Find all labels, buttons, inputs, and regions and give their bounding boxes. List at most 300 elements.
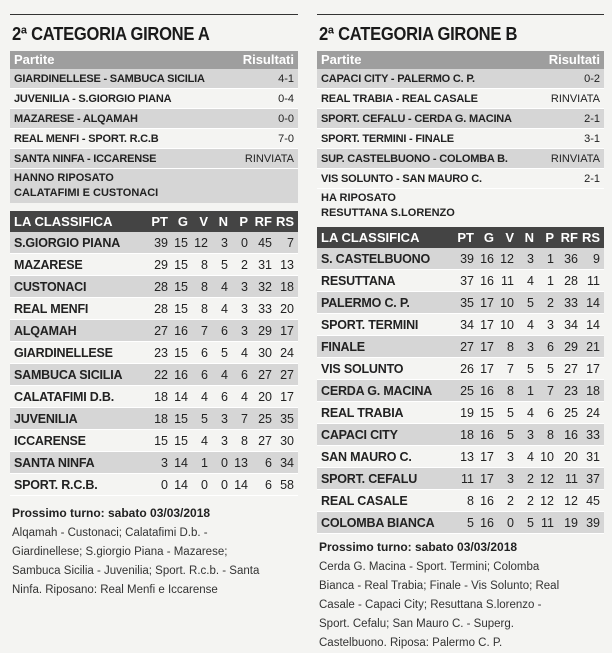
- col-rs: RS: [581, 230, 600, 245]
- lost: 2: [547, 295, 554, 310]
- won: 8: [201, 279, 208, 294]
- goals-against: 37: [586, 471, 600, 486]
- next-round-title: Prossimo turno: sabato 03/03/2018: [319, 540, 518, 554]
- points: 28: [154, 301, 168, 316]
- standings-title: LA CLASSIFICA: [321, 230, 420, 245]
- next-round-line: Bianca - Real Trabia; Finale - Vis Solunto; Real: [319, 580, 560, 592]
- goals-against: 21: [586, 339, 600, 354]
- goals-against: 27: [280, 367, 294, 382]
- standings-rows: [317, 248, 604, 534]
- lost: 4: [241, 389, 248, 404]
- points: 18: [460, 427, 474, 442]
- played: 15: [174, 433, 188, 448]
- match-label: MAZARESE - ALQAMAH: [14, 112, 138, 125]
- won: 6: [201, 367, 208, 382]
- goals-against: 18: [586, 383, 600, 398]
- points: 0: [161, 477, 168, 492]
- goals-for: 19: [564, 515, 578, 530]
- standings-row: [317, 314, 604, 336]
- group-b-results: [317, 51, 604, 223]
- lost: 11: [541, 515, 554, 530]
- played: 17: [480, 317, 494, 332]
- group-b-standings: [317, 227, 604, 534]
- drawn: 5: [221, 257, 228, 272]
- goals-for: 23: [564, 383, 578, 398]
- team-name: VIS SOLUNTO: [321, 361, 404, 376]
- won: 6: [201, 345, 208, 360]
- played: 15: [174, 235, 188, 250]
- goals-against: 14: [586, 295, 600, 310]
- results-list: [10, 69, 298, 169]
- goals-for: 29: [258, 323, 272, 338]
- col-n: N: [524, 230, 534, 245]
- standings-row: [10, 452, 298, 474]
- played: 16: [480, 273, 494, 288]
- drawn: 5: [527, 361, 534, 376]
- lost: 2: [241, 257, 248, 272]
- col-pt: PT: [151, 214, 168, 229]
- match-result: 2-1: [584, 112, 600, 125]
- points: 23: [154, 345, 168, 360]
- goals-against: 9: [593, 251, 600, 266]
- drawn: 2: [527, 493, 534, 508]
- lost: 1: [547, 273, 554, 288]
- team-name: CUSTONACI: [14, 279, 87, 294]
- match-label: GIARDINELLESE - SAMBUCA SICILIA: [14, 72, 205, 85]
- rest-note-line: HA RIPOSATO: [321, 192, 396, 204]
- rest-note: [317, 189, 604, 223]
- played: 15: [480, 405, 494, 420]
- goals-against: 30: [280, 433, 294, 448]
- won: 7: [507, 361, 514, 376]
- goals-against: 17: [280, 389, 294, 404]
- standings-row: [317, 402, 604, 424]
- drawn: 2: [527, 471, 534, 486]
- goals-against: 24: [280, 345, 294, 360]
- drawn: 5: [221, 345, 228, 360]
- won: 2: [507, 493, 514, 508]
- won: 0: [507, 515, 514, 530]
- team-name: SAN MAURO C.: [321, 449, 412, 464]
- results-header-label: Risultati: [548, 52, 600, 67]
- won: 10: [500, 317, 514, 332]
- drawn: 3: [527, 339, 534, 354]
- goals-for: 29: [564, 339, 578, 354]
- goals-against: 14: [586, 317, 600, 332]
- match-label: REAL TRABIA - REAL CASALE: [321, 92, 478, 105]
- next-round-title: Prossimo turno: sabato 03/03/2018: [12, 506, 211, 520]
- result-row: [317, 109, 604, 129]
- standings-row: [10, 430, 298, 452]
- goals-against: 24: [586, 405, 600, 420]
- points: 35: [460, 295, 474, 310]
- lost: 6: [547, 339, 554, 354]
- lost: 12: [540, 471, 554, 486]
- goals-against: 31: [586, 449, 600, 464]
- standings-row: [317, 424, 604, 446]
- next-round-fixtures: [12, 524, 298, 600]
- points: 19: [460, 405, 474, 420]
- team-name: SAMBUCA SICILIA: [14, 367, 123, 382]
- team-name: SPORT. R.C.B.: [14, 477, 98, 492]
- standings-row: [10, 408, 298, 430]
- result-row: [317, 69, 604, 89]
- played: 15: [174, 411, 188, 426]
- group-a-column: [10, 0, 298, 600]
- lost: 0: [241, 235, 248, 250]
- goals-for: 45: [258, 235, 272, 250]
- drawn: 6: [221, 389, 228, 404]
- played: 16: [480, 251, 494, 266]
- next-round-line: Alqamah - Custonaci; Calatafimi D.b. -: [12, 527, 208, 539]
- lost: 3: [241, 279, 248, 294]
- played: 14: [174, 455, 188, 470]
- rest-note-line: HANNO RIPOSATO: [14, 172, 114, 184]
- goals-against: 17: [586, 361, 600, 376]
- next-round-line: Cerda G. Macina - Sport. Termini; Colomba: [319, 561, 540, 573]
- drawn: 3: [221, 235, 228, 250]
- goals-for: 25: [564, 405, 578, 420]
- points: 3: [161, 455, 168, 470]
- result-row: [317, 149, 604, 169]
- lost: 14: [234, 477, 248, 492]
- goals-for: 32: [258, 279, 272, 294]
- points: 25: [460, 383, 474, 398]
- standings-row: [317, 380, 604, 402]
- team-name: COLOMBA BIANCA: [321, 515, 435, 530]
- drawn: 1: [527, 383, 534, 398]
- goals-against: 35: [280, 411, 294, 426]
- goals-against: 18: [280, 279, 294, 294]
- standings-row: [10, 320, 298, 342]
- played: 16: [480, 383, 494, 398]
- points: 18: [154, 389, 168, 404]
- played: 15: [174, 279, 188, 294]
- won: 4: [201, 433, 208, 448]
- match-result: 0-0: [278, 112, 294, 125]
- result-row: [317, 169, 604, 189]
- result-row: [10, 129, 298, 149]
- match-label: SANTA NINFA - ICCARENSE: [14, 152, 157, 165]
- points: 29: [154, 257, 168, 272]
- drawn: 5: [527, 295, 534, 310]
- rest-note-line: CALATAFIMI E CUSTONACI: [14, 187, 159, 199]
- played: 16: [174, 367, 188, 382]
- next-round-line: Sport. Cefalu; San Mauro C. - Superg.: [319, 618, 514, 630]
- standings-title: LA CLASSIFICA: [14, 214, 113, 229]
- standings-row: [10, 342, 298, 364]
- team-name: CALATAFIMI D.B.: [14, 389, 114, 404]
- drawn: 3: [527, 427, 534, 442]
- result-row: [10, 109, 298, 129]
- match-label: SUP. CASTELBUONO - COLOMBA B.: [321, 152, 508, 165]
- points: 8: [467, 493, 474, 508]
- won: 5: [201, 411, 208, 426]
- drawn: 4: [527, 405, 534, 420]
- drawn: 4: [221, 301, 228, 316]
- team-name: S.GIORGIO PIANA: [14, 235, 121, 250]
- drawn: 0: [221, 477, 228, 492]
- standings-row: [317, 270, 604, 292]
- won: 12: [194, 235, 208, 250]
- won: 7: [201, 323, 208, 338]
- standings-row: [317, 248, 604, 270]
- played: 15: [174, 301, 188, 316]
- goals-against: 58: [280, 477, 294, 492]
- goals-for: 27: [258, 433, 272, 448]
- goals-against: 17: [280, 323, 294, 338]
- standings-row: [317, 468, 604, 490]
- goals-against: 20: [280, 301, 294, 316]
- team-name: PALERMO C. P.: [321, 295, 410, 310]
- col-v: V: [199, 214, 208, 229]
- points: 18: [154, 411, 168, 426]
- team-name: SANTA NINFA: [14, 455, 95, 470]
- goals-against: 45: [586, 493, 600, 508]
- points: 11: [461, 471, 474, 486]
- goals-for: 33: [258, 301, 272, 316]
- won: 8: [507, 339, 514, 354]
- played: 16: [480, 427, 494, 442]
- points: 39: [154, 235, 168, 250]
- team-name: ICCARENSE: [14, 433, 86, 448]
- match-label: VIS SOLUNTO - SAN MAURO C.: [321, 172, 482, 185]
- match-result: RINVIATA: [244, 152, 294, 165]
- match-result: 3-1: [584, 132, 600, 145]
- team-name: CERDA G. MACINA: [321, 383, 433, 398]
- won: 5: [507, 427, 514, 442]
- played: 17: [480, 449, 494, 464]
- drawn: 4: [527, 449, 534, 464]
- match-label: SPORT. TERMINI - FINALE: [321, 132, 454, 145]
- goals-for: 11: [565, 471, 578, 486]
- col-p: P: [239, 214, 248, 229]
- standings-row: [10, 298, 298, 320]
- team-name: S. CASTELBUONO: [321, 251, 431, 266]
- won: 0: [201, 477, 208, 492]
- standings-row: [317, 446, 604, 468]
- result-row: [10, 149, 298, 169]
- team-name: REAL TRABIA: [321, 405, 404, 420]
- col-n: N: [218, 214, 228, 229]
- next-round-line: Castelbuono. Riposa: Palermo C. P.: [319, 637, 503, 649]
- team-name: FINALE: [321, 339, 365, 354]
- won: 3: [507, 471, 514, 486]
- group-a-title: 2ª CATEGORIA GIRONE A: [12, 24, 210, 44]
- result-row: [317, 129, 604, 149]
- goals-for: 31: [258, 257, 272, 272]
- group-a-standings: [10, 211, 298, 496]
- standings-row: [10, 276, 298, 298]
- match-result: 2-1: [584, 172, 600, 185]
- played: 17: [480, 361, 494, 376]
- points: 28: [154, 279, 168, 294]
- team-name: SPORT. CEFALU: [321, 471, 418, 486]
- group-a-results: [10, 51, 298, 203]
- lost: 8: [547, 427, 554, 442]
- team-name: JUVENILIA: [14, 411, 78, 426]
- lost: 6: [241, 367, 248, 382]
- won: 12: [500, 251, 514, 266]
- standings-row: [10, 254, 298, 276]
- match-result: RINVIATA: [550, 152, 600, 165]
- lost: 7: [547, 383, 554, 398]
- goals-against: 33: [586, 427, 600, 442]
- played: 16: [480, 515, 494, 530]
- col-p: P: [545, 230, 554, 245]
- won: 8: [201, 257, 208, 272]
- next-round-line: Casale - Capaci City; Resuttana S.lorenzo -: [319, 599, 542, 611]
- points: 22: [154, 367, 168, 382]
- match-result: 4-1: [278, 72, 294, 85]
- col-rs: RS: [275, 214, 294, 229]
- results-header: [10, 51, 298, 69]
- goals-for: 27: [564, 361, 578, 376]
- played: 15: [174, 345, 188, 360]
- played: 15: [174, 257, 188, 272]
- next-round-line: Sambuca Sicilia - Juvenilia; Sport. R.c.b. - Santa: [12, 565, 260, 577]
- points: 37: [460, 273, 474, 288]
- lost: 7: [241, 411, 248, 426]
- goals-against: 34: [280, 455, 294, 470]
- won: 5: [507, 405, 514, 420]
- match-result: 0-4: [278, 92, 294, 105]
- goals-against: 39: [586, 515, 600, 530]
- goals-for: 33: [564, 295, 578, 310]
- lost: 13: [234, 455, 248, 470]
- won: 1: [201, 455, 208, 470]
- results-list: [317, 69, 604, 189]
- team-name: ALQAMAH: [14, 323, 77, 338]
- standings-row: [10, 232, 298, 254]
- rest-note-line: RESUTTANA S.LORENZO: [321, 207, 455, 219]
- next-round-line: Giardinellese; S.giorgio Piana - Mazarese;: [12, 546, 228, 558]
- standings-row: [317, 292, 604, 314]
- drawn: 3: [527, 251, 534, 266]
- match-label: JUVENILIA - S.GIORGIO PIANA: [14, 92, 172, 105]
- standings-row: [10, 386, 298, 408]
- goals-for: 16: [564, 427, 578, 442]
- points: 26: [460, 361, 474, 376]
- group-b-column: [317, 0, 604, 653]
- goals-for: 20: [564, 449, 578, 464]
- team-name: GIARDINELLESE: [14, 345, 113, 360]
- goals-against: 13: [280, 257, 294, 272]
- results-header-label: Risultati: [242, 52, 294, 67]
- match-result: 0-2: [584, 72, 600, 85]
- result-row: [10, 89, 298, 109]
- played: 16: [480, 493, 494, 508]
- standings-row: [10, 474, 298, 496]
- drawn: 0: [221, 455, 228, 470]
- lost: 12: [540, 493, 554, 508]
- drawn: 6: [221, 323, 228, 338]
- team-name: SPORT. TERMINI: [321, 317, 419, 332]
- matches-header: Partite: [321, 52, 362, 67]
- goals-for: 36: [564, 251, 578, 266]
- match-result: RINVIATA: [550, 92, 600, 105]
- drawn: 4: [221, 367, 228, 382]
- standings-rows: [10, 232, 298, 496]
- col-v: V: [505, 230, 514, 245]
- top-rule: [317, 0, 604, 15]
- goals-for: 28: [564, 273, 578, 288]
- goals-for: 12: [564, 493, 578, 508]
- matches-header: Partite: [14, 52, 55, 67]
- won: 3: [507, 449, 514, 464]
- drawn: 4: [221, 279, 228, 294]
- next-round-fixtures: [319, 558, 604, 653]
- match-label: CAPACI CITY - PALERMO C. P.: [321, 72, 475, 85]
- played: 17: [480, 471, 494, 486]
- goals-for: 6: [265, 477, 272, 492]
- goals-for: 30: [258, 345, 272, 360]
- drawn: 4: [527, 317, 534, 332]
- standings-row: [317, 358, 604, 380]
- standings-row: [317, 490, 604, 512]
- goals-for: 6: [265, 455, 272, 470]
- result-row: [317, 89, 604, 109]
- team-name: RESUTTANA: [321, 273, 396, 288]
- goals-for: 20: [258, 389, 272, 404]
- result-row: [10, 69, 298, 89]
- won: 8: [507, 383, 514, 398]
- lost: 3: [547, 317, 554, 332]
- standings-row: [317, 336, 604, 358]
- top-rule: [10, 0, 298, 15]
- played: 17: [480, 295, 494, 310]
- goals-against: 7: [287, 235, 294, 250]
- played: 16: [174, 323, 188, 338]
- drawn: 3: [221, 433, 228, 448]
- next-round-line: Ninfa. Riposano: Real Menfi e Iccarense: [12, 584, 218, 596]
- standings-row: [317, 512, 604, 534]
- col-pt: PT: [457, 230, 474, 245]
- col-rf: RF: [254, 214, 272, 229]
- match-label: REAL MENFI - SPORT. R.C.B: [14, 132, 159, 145]
- lost: 1: [547, 251, 554, 266]
- rest-note: [10, 169, 298, 203]
- col-rf: RF: [560, 230, 578, 245]
- match-label: SPORT. CEFALU - CERDA G. MACINA: [321, 112, 512, 125]
- team-name: CAPACI CITY: [321, 427, 398, 442]
- team-name: REAL MENFI: [14, 301, 89, 316]
- drawn: 5: [527, 515, 534, 530]
- results-header: [317, 51, 604, 69]
- standings-header: [317, 227, 604, 248]
- team-name: MAZARESE: [14, 257, 83, 272]
- played: 14: [174, 389, 188, 404]
- goals-against: 11: [587, 273, 600, 288]
- goals-for: 25: [258, 411, 272, 426]
- points: 27: [460, 339, 474, 354]
- points: 34: [460, 317, 474, 332]
- lost: 3: [241, 323, 248, 338]
- lost: 4: [241, 345, 248, 360]
- standings-row: [10, 364, 298, 386]
- team-name: REAL CASALE: [321, 493, 408, 508]
- lost: 5: [547, 361, 554, 376]
- col-g: G: [177, 214, 188, 229]
- goals-for: 27: [258, 367, 272, 382]
- lost: 3: [241, 301, 248, 316]
- goals-for: 34: [564, 317, 578, 332]
- points: 39: [460, 251, 474, 266]
- match-result: 7-0: [278, 132, 294, 145]
- won: 11: [501, 273, 514, 288]
- group-b-title: 2ª CATEGORIA GIRONE B: [319, 24, 518, 44]
- won: 4: [201, 389, 208, 404]
